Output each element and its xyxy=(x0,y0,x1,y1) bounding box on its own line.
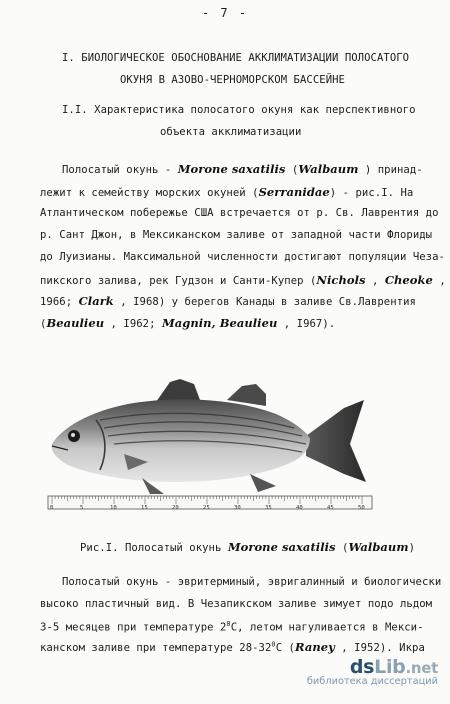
striped-bass-image xyxy=(44,370,376,538)
text: пикского залива, рек Гудзон и Санти-Купер ( xyxy=(40,275,317,287)
subsection-heading-line-1: I.I. Характеристика полосатого окуня как перспективного xyxy=(62,104,416,116)
watermark-logo xyxy=(307,656,438,678)
text: , I967). xyxy=(277,318,336,330)
text: Полосатый окунь - xyxy=(62,164,178,176)
text: Рис.I. Полосатый окунь xyxy=(80,542,228,554)
text: ( xyxy=(285,164,299,176)
text: 1966; xyxy=(40,296,79,308)
ruler-tick-label: 10 xyxy=(110,505,117,511)
text: ) - рис.I. На xyxy=(329,187,414,199)
figure-caption xyxy=(80,540,415,554)
ruler-tick-label: 25 xyxy=(203,505,210,511)
ruler-tick-label: 40 xyxy=(296,505,303,511)
handwritten-author: Beaulieu xyxy=(46,316,105,330)
logo-lib: Lib xyxy=(374,656,406,678)
text: ) xyxy=(408,542,415,554)
logo-net: .net xyxy=(405,659,438,677)
fish-photograph xyxy=(44,370,376,538)
handwritten-author: Cheoke xyxy=(384,273,433,287)
handwritten-author: Walbaum xyxy=(298,162,359,176)
paragraph-1-line-5: до Луизианы. Максимальной численности достигают популяции Чеза- xyxy=(40,251,445,263)
text: лежит к семейству морских окуней ( xyxy=(40,187,259,199)
ruler-tick-label: 5 xyxy=(80,505,84,511)
watermark-subtitle: библиотека диссертаций xyxy=(306,676,438,687)
text: ) принад- xyxy=(358,164,423,176)
text: ( xyxy=(40,318,47,330)
section-heading-line-2: ОКУНЯ В АЗОВО-ЧЕРНОМОРСКОМ БАССЕЙНЕ xyxy=(120,74,345,86)
paragraph-1-line-2 xyxy=(40,185,413,199)
subsection-heading-line-2: объекта акклиматизации xyxy=(160,126,302,138)
handwritten-latin-name: Morone saxatilis xyxy=(177,162,286,176)
ruler-tick-label: 15 xyxy=(141,505,148,511)
text: , I968) у берегов Канады в заливе Св.Лаврентия xyxy=(113,296,416,308)
ruler-tick-label: 0 xyxy=(50,505,54,511)
paragraph-1-line-6 xyxy=(40,273,446,287)
paragraph-1-line-8 xyxy=(40,316,335,330)
ruler-tick-label: 30 xyxy=(234,505,241,511)
paragraph-1-line-1 xyxy=(62,162,423,176)
ruler-tick-label: 50 xyxy=(358,505,365,511)
handwritten-author: Clark xyxy=(78,294,114,308)
handwritten-author: Magnin, Beaulieu xyxy=(161,316,278,330)
paragraph-2-line-4 xyxy=(40,640,425,654)
degree-mark: 0 xyxy=(271,640,276,649)
degree-mark: 0 xyxy=(226,620,231,628)
handwritten-author: Walbaum xyxy=(348,540,409,554)
handwritten-author: Nichols xyxy=(316,273,366,287)
paragraph-1-line-4: р. Сант Джон, в Мексиканском заливе от западной части Флориды xyxy=(40,229,433,241)
text: 3-5 месяцев при температуре 2 xyxy=(40,621,227,634)
ruler-tick-label: 20 xyxy=(172,505,179,511)
ruler-tick-label: 45 xyxy=(327,505,334,511)
paragraph-2-line-3 xyxy=(40,620,424,634)
text: , I962; xyxy=(104,318,162,330)
dslib-watermark xyxy=(307,656,438,687)
text: , xyxy=(365,275,385,287)
page-number: - 7 - xyxy=(201,6,249,20)
text: C, летом нагуливается в Мекси- xyxy=(230,621,424,634)
paragraph-1-line-3: Атлантическом побережье США встречается от р. Св. Лаврентия до xyxy=(40,207,439,219)
paragraph-2-line-1: Полосатый окунь - эвритерминый, эвригалинный и биологически xyxy=(62,576,442,588)
paragraph-2-line-2: высоко пластичный вид. В Чезапикском заливе зимует подо льдом xyxy=(40,598,433,610)
logo-ds: ds xyxy=(349,656,375,678)
paragraph-1-line-7 xyxy=(40,294,416,308)
ruler-tick-label: 35 xyxy=(265,505,272,511)
handwritten-latin-name: Morone saxatilis xyxy=(227,540,336,554)
section-heading-line-1: I. БИОЛОГИЧЕСКОЕ ОБОСНОВАНИЕ АККЛИМАТИЗАЦИИ ПОЛОСАТОГО xyxy=(62,52,410,64)
text: ( xyxy=(335,542,349,554)
handwritten-family-name: Serranidae xyxy=(258,185,330,199)
text: C ( xyxy=(275,642,295,654)
text: , xyxy=(432,275,446,287)
text: , I952). Икра xyxy=(334,642,425,654)
handwritten-author: Raney xyxy=(294,640,335,654)
text: канском заливе при температуре 28-32 xyxy=(40,642,272,654)
